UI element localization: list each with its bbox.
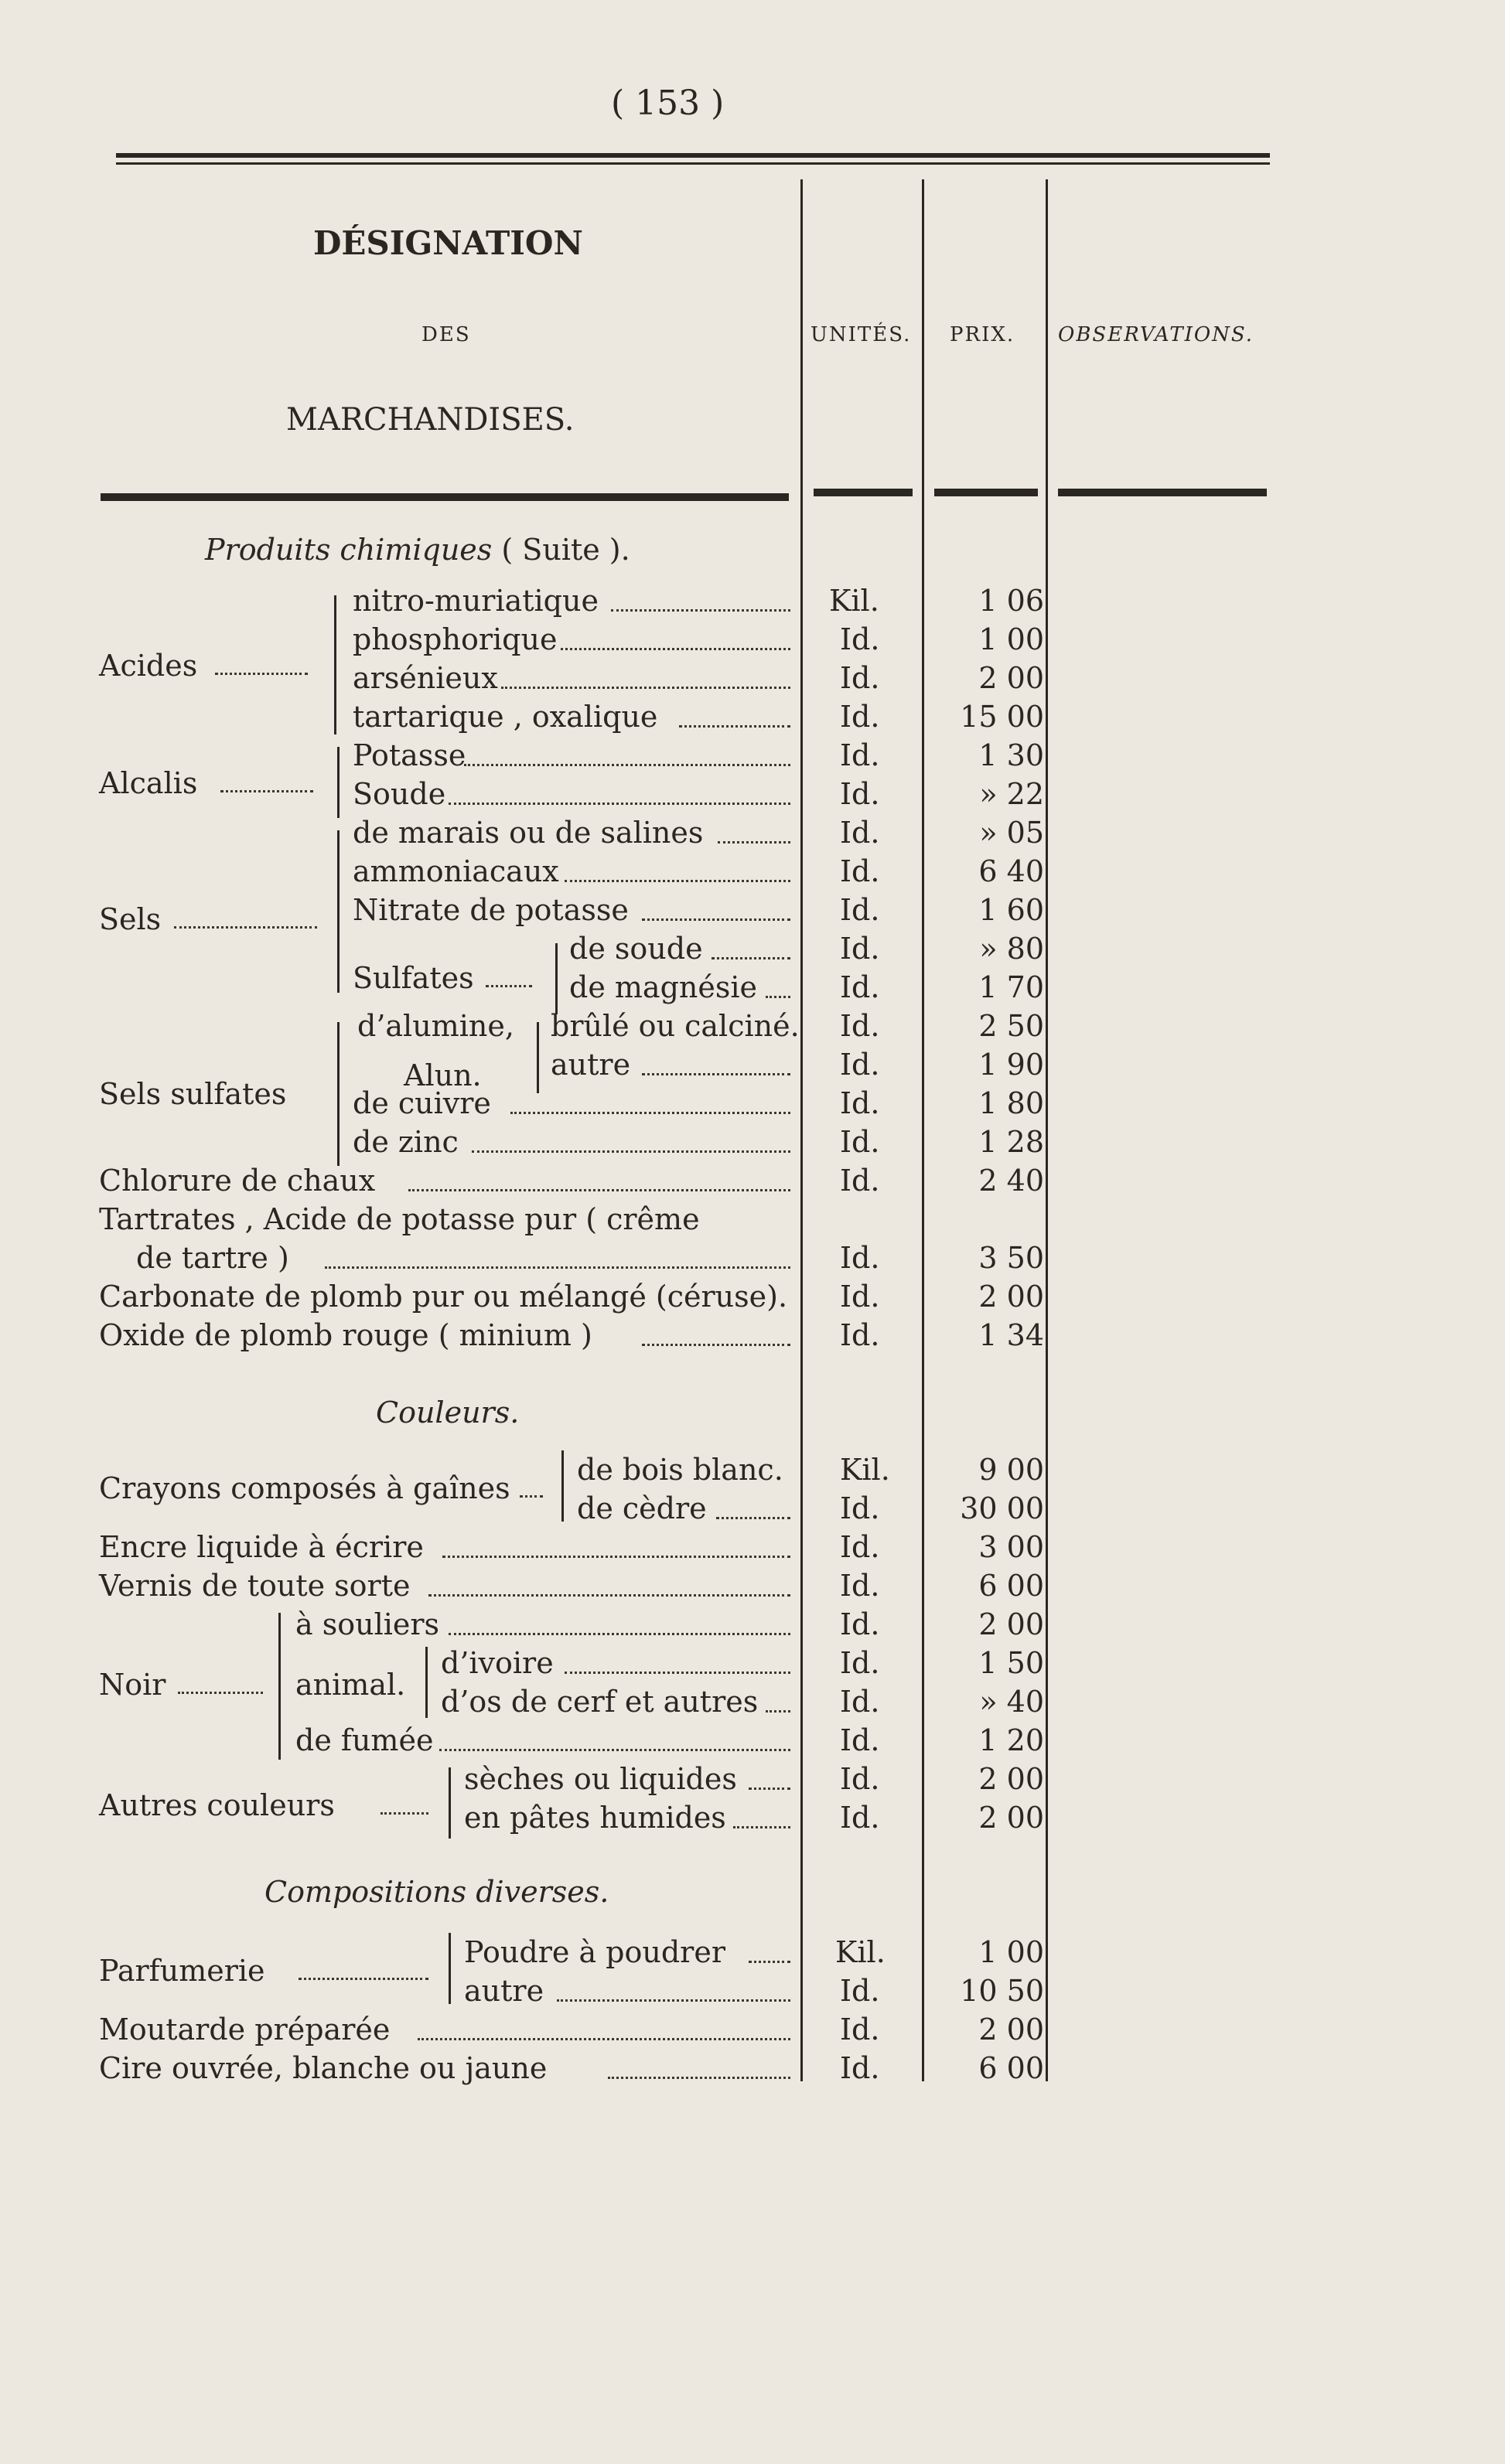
row-label: Vernis de toute sorte <box>99 1569 411 1603</box>
price-cell: 2 50 <box>978 1009 1044 1043</box>
unit-cell: Id. <box>840 1009 880 1043</box>
unit-cell: Id. <box>840 893 880 927</box>
row-label: de cuivre <box>353 1086 491 1120</box>
unit-cell: Id. <box>840 1607 880 1641</box>
unit-cell: Id. <box>840 1086 880 1120</box>
unit-cell: Id. <box>840 1048 880 1082</box>
header-rule-observations <box>1058 489 1267 496</box>
group-sels: Sels <box>99 902 162 936</box>
price-cell: 2 00 <box>978 2012 1044 2047</box>
row-label: de magnésie <box>569 970 758 1004</box>
price-cell: » 80 <box>979 932 1044 966</box>
row-label: à souliers <box>295 1607 440 1641</box>
row-label: Poudre à poudrer <box>464 1935 725 1969</box>
row-label: d’os de cerf et autres <box>441 1685 759 1719</box>
price-cell: 10 50 <box>960 1974 1044 2008</box>
row-label: Moutarde préparée <box>99 2012 391 2047</box>
row-label: autre <box>551 1048 631 1082</box>
row-label: Tartrates , Acide de potasse pur ( crême <box>99 1202 700 1236</box>
row-label: Carbonate de plomb pur ou mélangé (céruse). <box>99 1280 788 1314</box>
header-marchandises: MARCHANDISES. <box>286 402 575 438</box>
group-parfumerie: Parfumerie <box>99 1954 265 1988</box>
price-cell: 3 50 <box>978 1241 1044 1275</box>
unit-cell: Kil. <box>835 1935 886 1969</box>
price-cell: 1 34 <box>978 1318 1044 1352</box>
unit-cell: Id. <box>840 1685 880 1719</box>
unit-cell: Kil. <box>829 584 879 618</box>
group-alcalis: Alcalis <box>99 766 198 800</box>
group-crayons: Crayons composés à gaînes <box>99 1471 510 1505</box>
unit-cell: Id. <box>840 854 880 888</box>
row-label: arsénieux <box>353 661 498 695</box>
header-observations: OBSERVATIONS. <box>1058 323 1254 346</box>
row-label: Soude <box>353 777 446 811</box>
price-cell: 1 70 <box>978 970 1044 1004</box>
group-sels-sulfates: Sels sulfates <box>99 1077 287 1111</box>
unit-cell: Kil. <box>840 1453 890 1487</box>
unit-cell: Id. <box>840 1125 880 1159</box>
group-acides: Acides <box>99 649 198 683</box>
unit-cell: Id. <box>840 1280 880 1314</box>
row-label: de tartre ) <box>136 1241 289 1275</box>
price-cell: 1 90 <box>978 1048 1044 1082</box>
price-cell: 2 00 <box>978 661 1044 695</box>
row-label: de zinc <box>353 1125 459 1159</box>
price-cell: 1 80 <box>978 1086 1044 1120</box>
row-label: autre <box>464 1974 544 2008</box>
row-label: en pâtes humides <box>464 1801 726 1835</box>
page-number: ( 153 ) <box>611 83 725 123</box>
price-cell: » 22 <box>979 777 1044 811</box>
price-cell: 2 00 <box>978 1607 1044 1641</box>
unit-cell: Id. <box>840 1164 880 1198</box>
price-cell: 2 40 <box>978 1164 1044 1198</box>
row-label: de fumée <box>295 1723 434 1757</box>
price-cell: 6 00 <box>978 1569 1044 1603</box>
header-rule-unites <box>814 489 913 496</box>
row-label: Encre liquide à écrire <box>99 1530 424 1564</box>
unit-cell: Id. <box>840 1530 880 1564</box>
col-rule-1 <box>800 179 803 2081</box>
row-label: Nitrate de potasse <box>353 893 629 927</box>
price-cell: 6 40 <box>978 854 1044 888</box>
row-label: tartarique , oxalique <box>353 700 658 734</box>
header-unites: UNITÉS. <box>811 323 912 346</box>
price-cell: 1 28 <box>978 1125 1044 1159</box>
unit-cell: Id. <box>840 1646 880 1680</box>
price-cell: 2 00 <box>978 1801 1044 1835</box>
unit-cell: Id. <box>840 738 880 772</box>
price-cell: 1 00 <box>978 622 1044 656</box>
group-noir: Noir <box>99 1668 166 1702</box>
unit-cell: Id. <box>840 777 880 811</box>
group-autres-couleurs: Autres couleurs <box>99 1788 335 1822</box>
price-cell: 3 00 <box>978 1530 1044 1564</box>
top-rule-thin <box>116 162 1270 165</box>
unit-cell: Id. <box>840 2012 880 2047</box>
header-rule-designation <box>101 493 789 501</box>
row-label: de marais ou de salines <box>353 816 704 850</box>
price-cell: 30 00 <box>960 1491 1044 1525</box>
row-label: phosphorique <box>353 622 558 656</box>
top-rule <box>116 153 1270 158</box>
section-compositions: Compositions diverses. <box>264 1875 609 1909</box>
unit-cell: Id. <box>840 1318 880 1352</box>
unit-cell: Id. <box>840 816 880 850</box>
group-sulfates: Sulfates <box>353 961 474 995</box>
price-cell: 1 60 <box>978 893 1044 927</box>
unit-cell: Id. <box>840 2051 880 2085</box>
row-label: d’ivoire <box>441 1646 554 1680</box>
group-animal: animal. <box>295 1668 406 1702</box>
header-designation: DÉSIGNATION <box>313 224 583 262</box>
unit-cell: Id. <box>840 970 880 1004</box>
section-couleurs: Couleurs. <box>376 1396 520 1430</box>
row-label: brûlé ou calciné. <box>551 1009 800 1043</box>
row-label: Oxide de plomb rouge ( minium ) <box>99 1318 592 1352</box>
price-cell: 1 30 <box>978 738 1044 772</box>
unit-cell: Id. <box>840 1241 880 1275</box>
header-rule-prix <box>934 489 1038 496</box>
unit-cell: Id. <box>840 932 880 966</box>
unit-cell: Id. <box>840 1723 880 1757</box>
header-prix: PRIX. <box>950 323 1015 346</box>
row-label: de soude <box>569 932 703 966</box>
group-alun: Alun. <box>404 1058 482 1092</box>
unit-cell: Id. <box>840 700 880 734</box>
unit-cell: Id. <box>840 622 880 656</box>
row-label: ammoniacaux <box>353 854 559 888</box>
row-label: sèches ou liquides <box>464 1762 737 1796</box>
price-cell: 1 00 <box>978 1935 1044 1969</box>
row-label: Cire ouvrée, blanche ou jaune <box>99 2051 548 2085</box>
row-label: d’alumine, <box>357 1009 514 1043</box>
price-cell: 1 50 <box>978 1646 1044 1680</box>
price-cell: 2 00 <box>978 1762 1044 1796</box>
header-des: DES <box>421 323 471 346</box>
price-cell: 6 00 <box>978 2051 1044 2085</box>
row-label: de bois blanc. <box>577 1453 783 1487</box>
unit-cell: Id. <box>840 1801 880 1835</box>
price-cell: 1 06 <box>978 584 1044 618</box>
unit-cell: Id. <box>840 1762 880 1796</box>
price-cell: 15 00 <box>960 700 1044 734</box>
price-cell: 9 00 <box>978 1453 1044 1487</box>
price-cell: » 40 <box>979 1685 1044 1719</box>
price-cell: » 05 <box>979 816 1044 850</box>
unit-cell: Id. <box>840 1569 880 1603</box>
unit-cell: Id. <box>840 1491 880 1525</box>
unit-cell: Id. <box>840 1974 880 2008</box>
col-rule-3 <box>1046 179 1048 2081</box>
row-label: de cèdre <box>577 1491 707 1525</box>
price-cell: 2 00 <box>978 1280 1044 1314</box>
price-cell: 1 20 <box>978 1723 1044 1757</box>
row-label: Chlorure de chaux <box>99 1164 376 1198</box>
unit-cell: Id. <box>840 661 880 695</box>
col-rule-2 <box>922 179 924 2081</box>
row-label: nitro-muriatique <box>353 584 599 618</box>
section-produits: Produits chimiques ( Suite ). <box>205 533 630 567</box>
row-label: Potasse <box>353 738 466 772</box>
